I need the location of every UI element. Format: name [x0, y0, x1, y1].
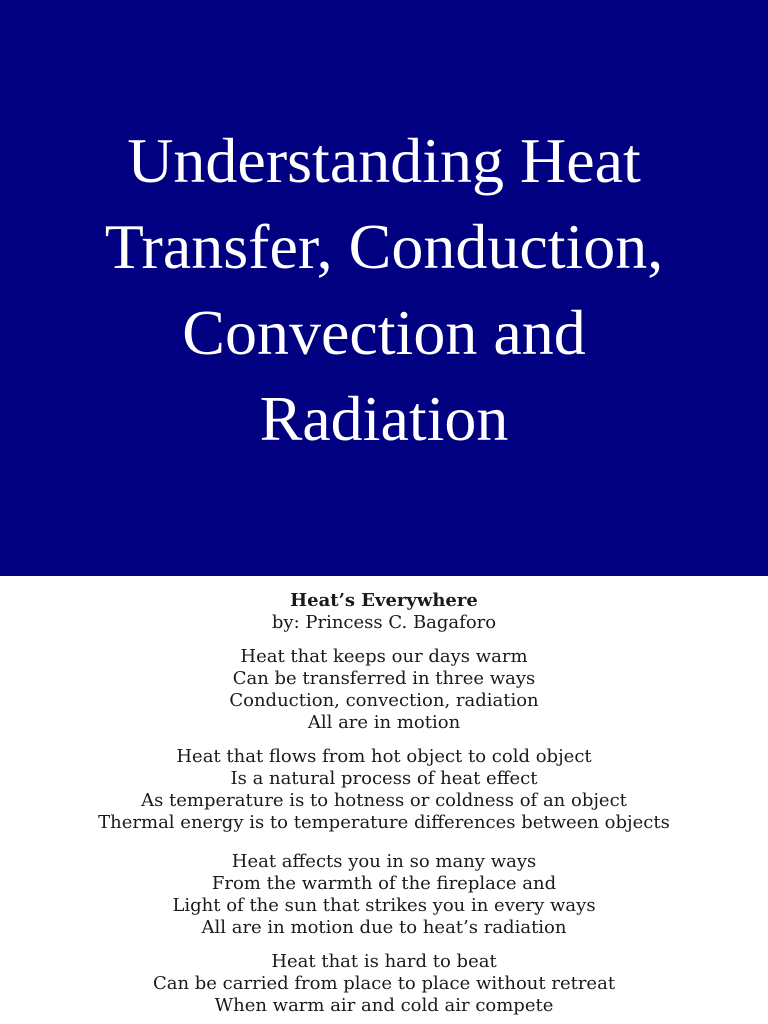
poem-line: From the warmth of the fireplace and — [211, 873, 557, 894]
poem-line: Heat that keeps our days warm — [240, 646, 528, 667]
poem — [0, 590, 768, 1017]
poem-line: Thermal energy is to temperature differences between objects — [98, 812, 670, 833]
poem-stanza — [0, 851, 768, 939]
slide-title-line: Transfer, Conduction, — [104, 211, 664, 282]
poem-line: Is a natural process of heat effect — [230, 768, 538, 789]
poem-line: Heat that is hard to beat — [271, 951, 497, 972]
slide-title-line: Understanding Heat — [127, 125, 641, 196]
slide-title-line: Radiation — [259, 383, 509, 454]
poem-author: by: Princess C. Bagaforo — [271, 612, 497, 633]
poem-stanza — [0, 951, 768, 1017]
poem-line: Can be carried from place to place without retreat — [152, 973, 616, 994]
poem-line: Light of the sun that strikes you in every ways — [172, 895, 596, 916]
poem-line: Conduction, convection, radiation — [229, 690, 539, 711]
poem-line: As temperature is to hotness or coldness of an object — [141, 790, 627, 811]
poem-line: All are in motion — [307, 712, 461, 733]
poem-line: Heat that flows from hot object to cold object — [176, 746, 592, 767]
poem-page — [0, 576, 768, 1024]
poem-title: Heat’s Everywhere — [290, 590, 478, 611]
poem-stanza — [0, 646, 768, 734]
slide-title — [40, 118, 728, 462]
poem-line: Heat affects you in so many ways — [231, 851, 537, 872]
poem-line: When warm air and cold air compete — [214, 995, 554, 1016]
poem-stanza — [0, 746, 768, 834]
poem-line: Can be transferred in three ways — [232, 668, 536, 689]
slide-title-line: Convection and — [182, 297, 586, 368]
poem-line: All are in motion due to heat’s radiation — [201, 917, 567, 938]
